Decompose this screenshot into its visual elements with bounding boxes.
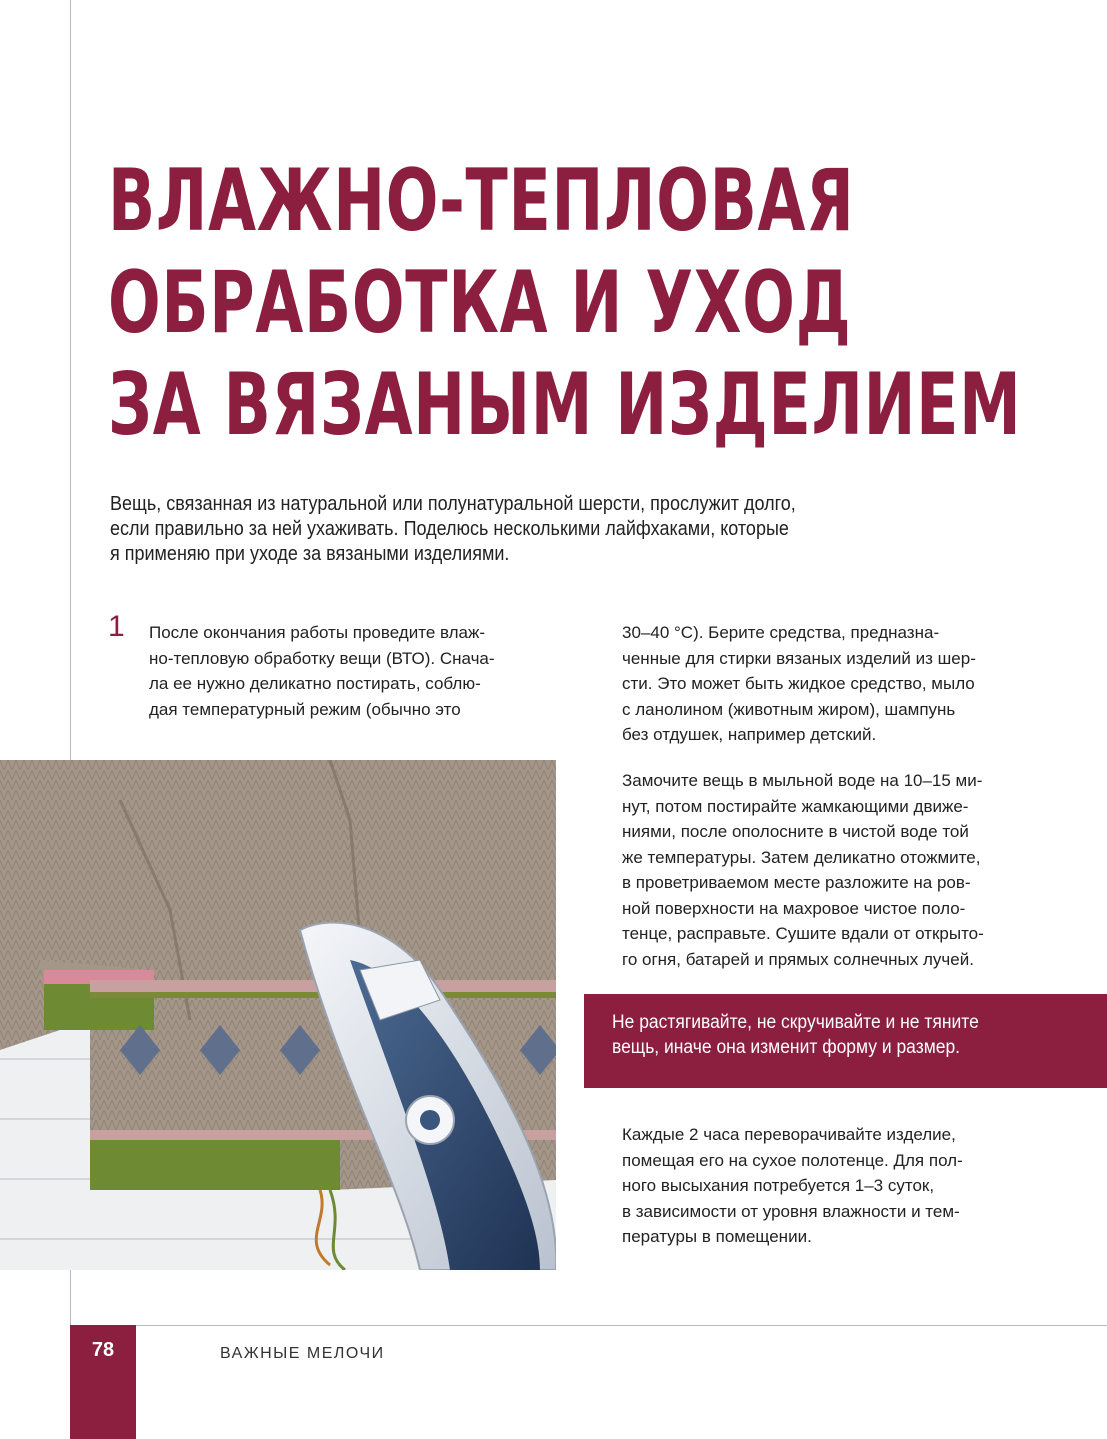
title-line-3: ЗА ВЯЗАНЫМ ИЗДЕЛИЕМ xyxy=(108,355,1022,455)
text-line: Замочите вещь в мыльной воде на 10–15 ми- xyxy=(622,771,983,790)
page-number: 78 xyxy=(91,1339,115,1361)
intro-paragraph xyxy=(110,492,794,567)
text-line: ного высыхания потребуется 1–3 суток, xyxy=(622,1176,935,1195)
warning-callout xyxy=(584,994,1107,1088)
text-line: же температуры. Затем деликатно отожмите, xyxy=(622,847,981,867)
footer-rule xyxy=(70,1325,1107,1326)
text-line: го огня, батарей и прямых солнечных лучей. xyxy=(622,949,974,969)
text-line: дая температурный режим (обычно это xyxy=(149,699,461,719)
text-line: ниями, после ополосните в чистой воде той xyxy=(622,822,969,841)
warning-line: вещь, иначе она изменит форму и размер. xyxy=(612,1037,961,1058)
text-line: После окончания работы проведите влаж- xyxy=(149,623,486,642)
step-text-right-2 xyxy=(622,768,1042,972)
page-title xyxy=(108,150,1022,456)
text-line: помещая его на сухое полотенце. Для пол- xyxy=(622,1150,963,1170)
text-line: пературы в помещении. xyxy=(622,1227,812,1246)
text-line: в зависимости от уровня влажности и тем- xyxy=(622,1201,960,1221)
intro-line: если правильно за ней ухаживать. Поделюсь несколькими лайфхаками, которые xyxy=(110,518,789,540)
text-line: но-тепловую обработку вещи (ВТО). Снача- xyxy=(149,648,495,668)
text-line: без отдушек, например детский. xyxy=(622,725,877,744)
text-line: с ланолином (животным жиром), шампунь xyxy=(622,699,956,719)
text-line: тенце, расправьте. Сушите вдали от открыто- xyxy=(622,924,984,943)
text-line: Каждые 2 часа переворачивайте изделие, xyxy=(622,1125,956,1144)
text-line: нут, потом постирайте жамкающими движе- xyxy=(622,796,969,816)
step-number: 1 xyxy=(108,610,125,643)
intro-line: Вещь, связанная из натуральной или полунатуральной шерсти, прослужит долго, xyxy=(110,493,796,515)
title-line-2: ОБРАБОТКА И УХОД xyxy=(108,253,852,353)
margin-rule-top xyxy=(70,0,71,760)
text-line: ченные для стирки вязаных изделий из шер- xyxy=(622,648,976,668)
page-number-tab xyxy=(70,1325,136,1439)
text-line: сти. Это может быть жидкое средство, мыло xyxy=(622,674,975,693)
text-line: ной поверхности на махровое чистое поло- xyxy=(622,898,966,918)
text-line: ла ее нужно деликатно постирать, соблю- xyxy=(149,674,481,693)
margin-rule-bottom xyxy=(70,1270,71,1325)
text-line: в проветриваемом месте разложите на ров- xyxy=(622,873,971,892)
warning-text xyxy=(612,1010,979,1060)
step-text-right-3 xyxy=(622,1122,1042,1250)
title-line-1: ВЛАЖНО-ТЕПЛОВАЯ xyxy=(108,151,855,251)
warning-line: Не растягивайте, не скручивайте и не тяните xyxy=(612,1012,979,1033)
running-footer-section: ВАЖНЫЕ МЕЛОЧИ xyxy=(220,1345,385,1362)
step-text-right-1 xyxy=(622,620,1042,748)
sweater-iron-photo xyxy=(0,760,556,1270)
step-text-left xyxy=(149,620,549,722)
text-line: 30–40 °С). Берите средства, предназна- xyxy=(622,623,940,642)
intro-line: я применяю при уходе за вязаными изделиями. xyxy=(110,543,510,565)
